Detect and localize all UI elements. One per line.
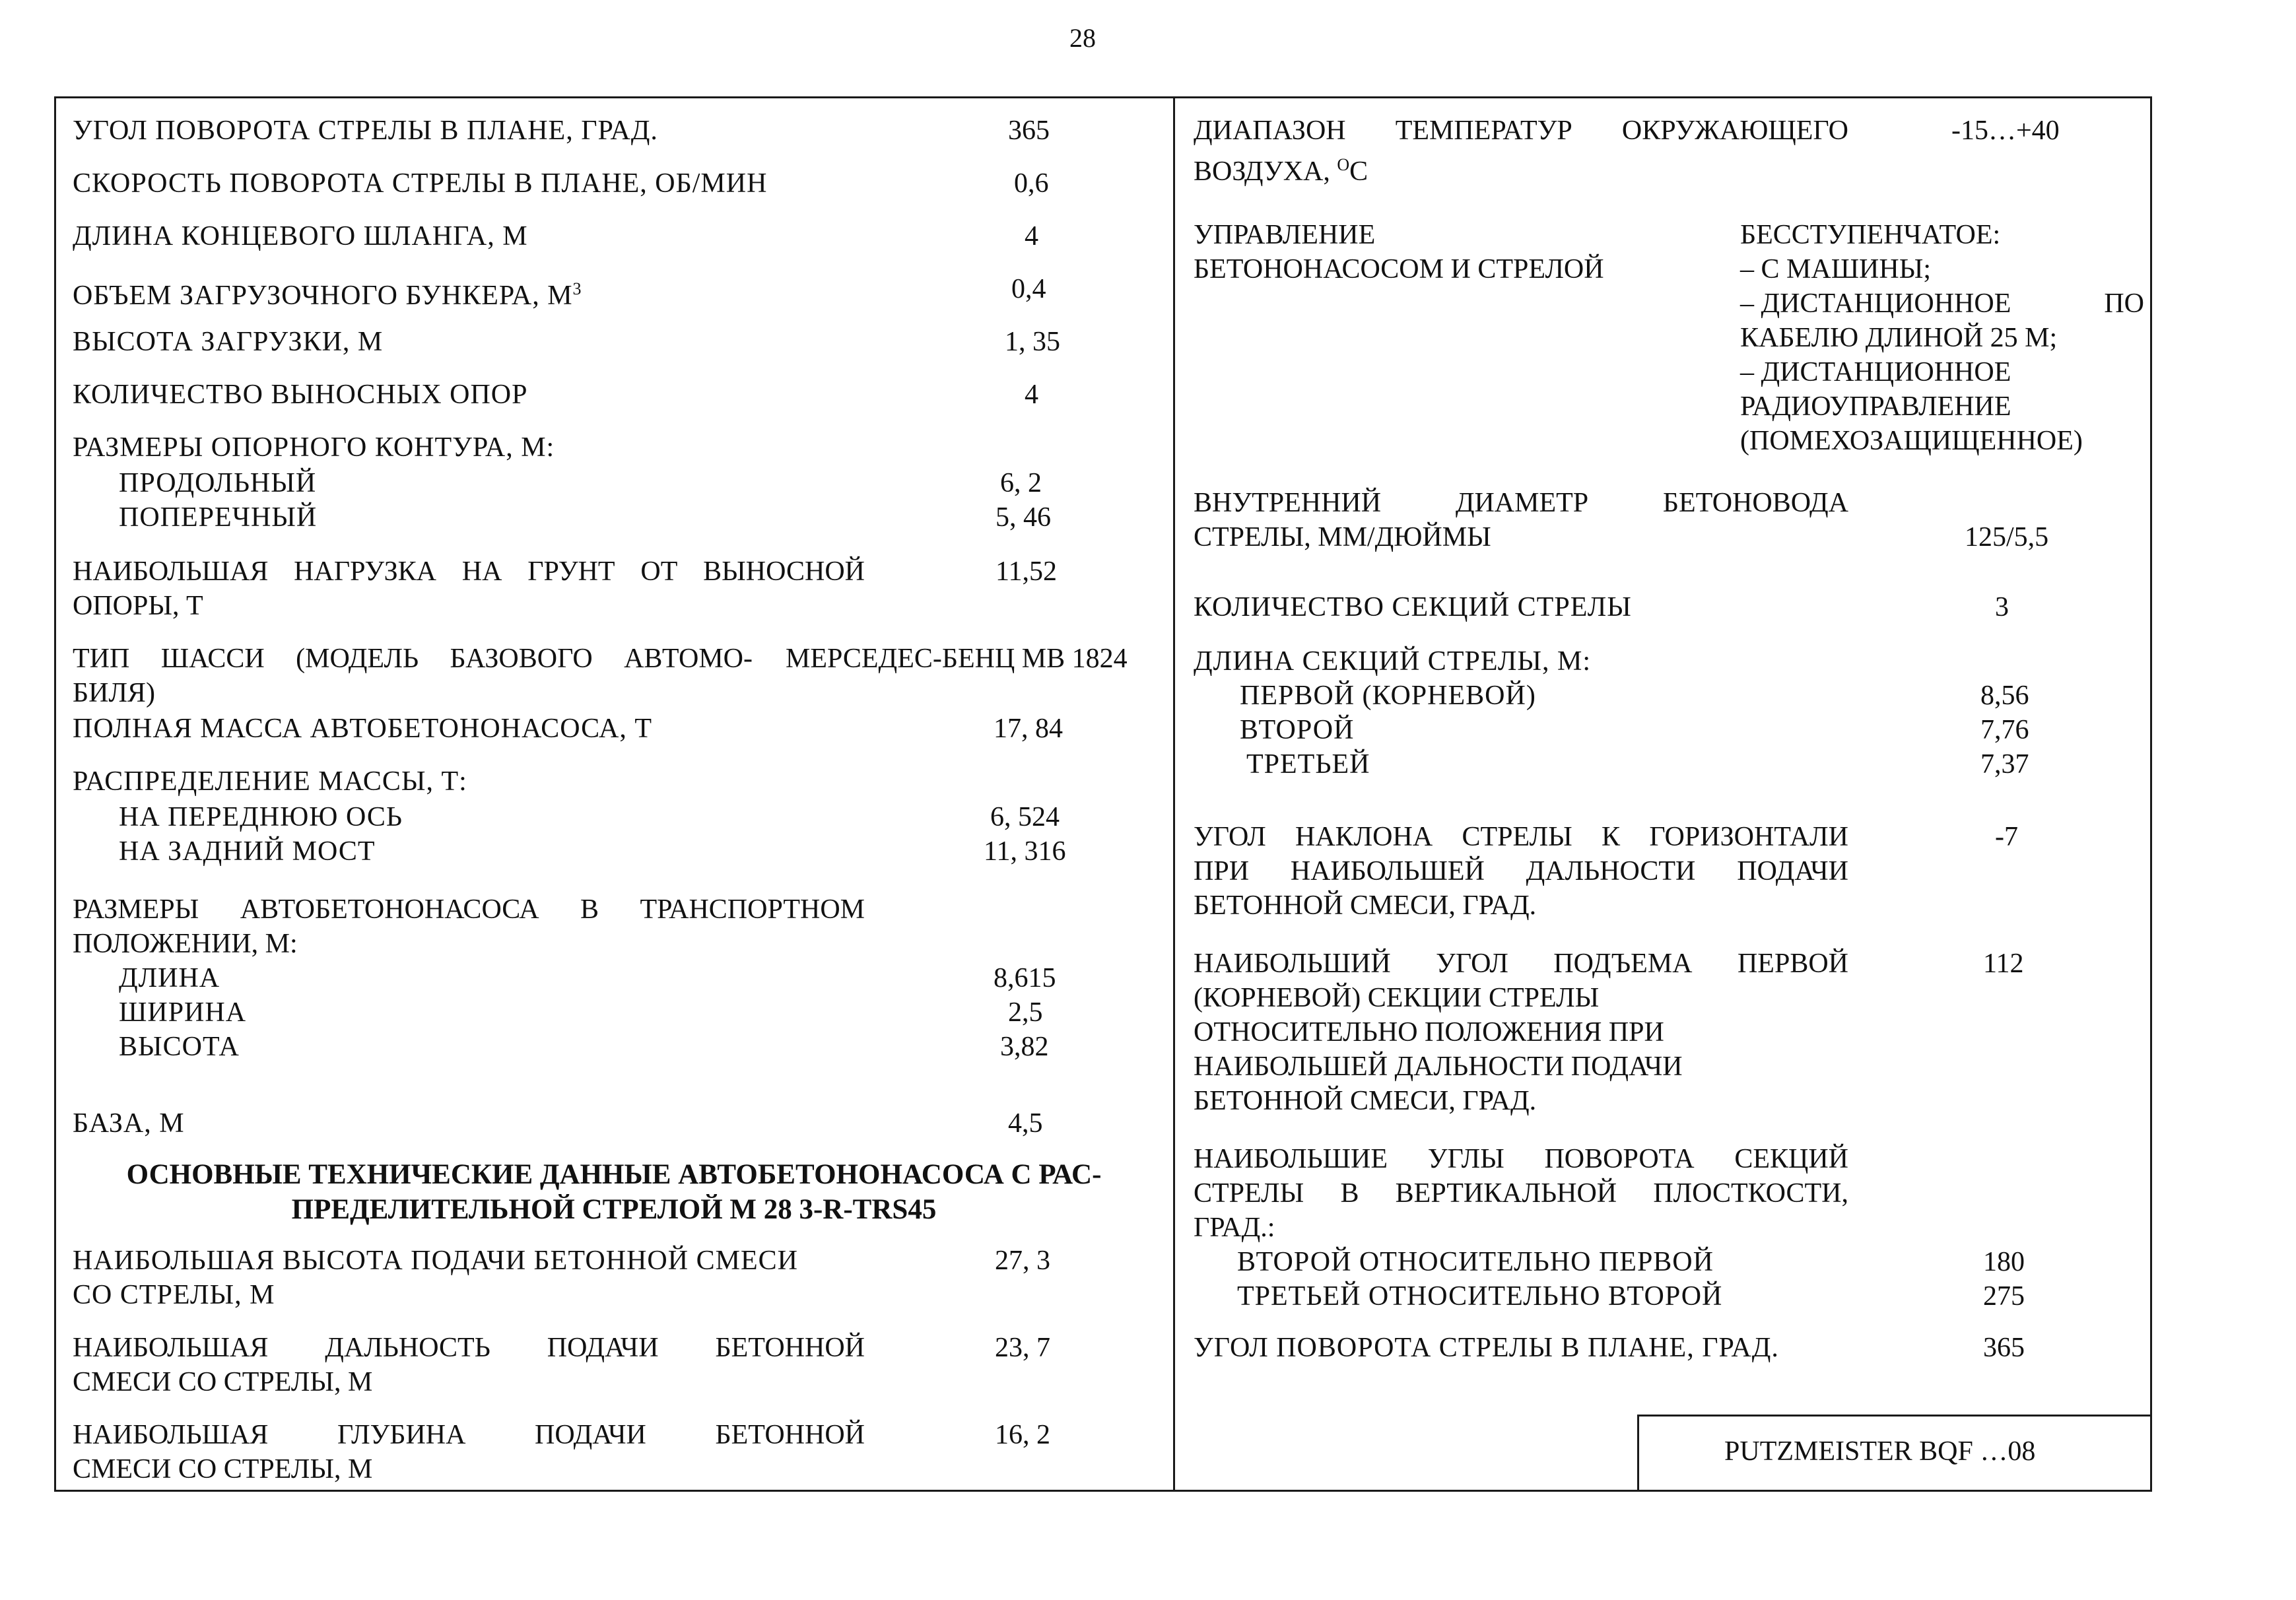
spec-label-line: ОТНОСИТЕЛЬНО ПОЛОЖЕНИЯ ПРИ: [1194, 1017, 1664, 1048]
spec-label-text: ОБЪЕМ ЗАГРУЗОЧНОГО БУНКЕРА, М: [73, 281, 573, 311]
spec-value-line: КАБЕЛЮ ДЛИНОЙ 25 М;: [1740, 323, 2058, 353]
spec-value: 112: [1983, 949, 2024, 979]
spec-value: 6, 2: [1000, 468, 1042, 498]
spec-label: [1194, 820, 1848, 923]
spec-label: РАЗМЕРЫ ОПОРНОГО КОНТУРА, М:: [73, 432, 555, 463]
spec-label: ПОЛНАЯ МАССА АВТОБЕТОНОНАСОСА, Т: [73, 714, 653, 744]
spec-label: УГОЛ ПОВОРОТА СТРЕЛЫ В ПЛАНЕ, ГРАД.: [73, 116, 658, 146]
spec-value: 5, 46: [996, 502, 1051, 533]
spec-value: 3: [1995, 592, 2009, 622]
spec-label-line: ДИАПАЗОН ТЕМПЕРАТУР ОКРУЖАЮЩЕГО: [1194, 116, 1848, 146]
spec-label-line: НАИБОЛЬШИЙ УГОЛ ПОДЪЕМА ПЕРВОЙ: [1194, 949, 1848, 979]
page-number: 28: [1069, 23, 1096, 53]
spec-value: 180: [1983, 1247, 2025, 1277]
spec-value: 8,615: [994, 963, 1056, 993]
spec-label-line: СТРЕЛЫ, ММ/ДЮЙМЫ: [1194, 522, 1491, 552]
spec-sublabel: ПЕРВОЙ (КОРНЕВОЙ): [1240, 681, 1536, 711]
spec-value: 8,56: [1980, 681, 2029, 711]
spec-label-line: ТИП ШАССИ (МОДЕЛЬ БАЗОВОГО АВТОМО-: [73, 644, 753, 674]
spec-value: 11,52: [996, 556, 1057, 587]
spec-value: 125/5,5: [1965, 522, 2049, 552]
spec-label: [1194, 114, 1848, 189]
spec-label: ДЛИНА СЕКЦИЙ СТРЕЛЫ, М:: [1194, 646, 1592, 677]
spec-label: КОЛИЧЕСТВО ВЫНОСНЫХ ОПОР: [73, 380, 528, 410]
spec-label: [73, 554, 865, 623]
spec-label-line: УГОЛ НАКЛОНА СТРЕЛЫ К ГОРИЗОНТАЛИ: [1194, 822, 1848, 852]
spec-sublabel: ТРЕТЬЕЙ ОТНОСИТЕЛЬНО ВТОРОЙ: [1237, 1281, 1723, 1312]
spec-label-line: НАИБОЛЬШАЯ НАГРУЗКА НА ГРУНТ ОТ ВЫНОСНОЙ: [73, 556, 865, 587]
spec-label-line: ВНУТРЕННИЙ ДИАМЕТР БЕТОНОВОДА: [1194, 488, 1848, 518]
spec-sublabel: НА ЗАДНИЙ МОСТ: [119, 836, 376, 867]
spec-value: 4: [1025, 221, 1038, 251]
spec-label-line: ПОЛОЖЕНИИ, М:: [73, 929, 298, 959]
spec-value: 3,82: [1000, 1032, 1049, 1062]
spec-label-line: БЕТОНОНАСОСОМ И СТРЕЛОЙ: [1194, 254, 1604, 284]
spec-label: [73, 892, 865, 961]
spec-sublabel: ПОПЕРЕЧНЫЙ: [119, 502, 318, 533]
spec-value-line: (ПОМЕХОЗАЩИЩЕННОЕ): [1740, 426, 2083, 456]
spec-label: БАЗА, М: [73, 1108, 185, 1139]
spec-label-line: СМЕСИ СО СТРЕЛЫ, М: [73, 1367, 373, 1397]
spec-value-text: ПО: [2104, 288, 2144, 319]
spec-label-line: УПРАВЛЕНИЕ: [1194, 220, 1376, 250]
spec-value: 16, 2: [995, 1420, 1050, 1450]
stamp-text: PUTZMEISTER BQF …08: [1724, 1436, 2036, 1467]
column-divider: [1173, 96, 1175, 1492]
spec-label-line: ПРИ НАИБОЛЬШЕЙ ДАЛЬНОСТИ ПОДАЧИ: [1194, 856, 1848, 886]
spec-label: СКОРОСТЬ ПОВОРОТА СТРЕЛЫ В ПЛАНЕ, ОБ/МИН: [73, 168, 768, 199]
spec-label: [1194, 1142, 1848, 1245]
spec-value: 1, 35: [1005, 327, 1060, 357]
spec-sublabel: ВТОРОЙ: [1240, 715, 1355, 745]
spec-label: [1194, 486, 1848, 554]
spec-value-line: БЕССТУПЕНЧАТОЕ:: [1740, 220, 2001, 250]
spec-value-block: [1740, 218, 2144, 458]
spec-label: [1194, 947, 1848, 1118]
spec-label-line: СТРЕЛЫ В ВЕРТИКАЛЬНОЙ ПЛОСТКОСТИ,: [1194, 1178, 1848, 1209]
spec-value: 17, 84: [994, 714, 1063, 744]
spec-sublabel: ПРОДОЛЬНЫЙ: [119, 468, 317, 498]
spec-value: 2,5: [1008, 997, 1043, 1028]
spec-label-line: НАИБОЛЬШАЯ ВЫСОТА ПОДАЧИ БЕТОННОЙ СМЕСИ: [73, 1246, 798, 1276]
spec-value: 275: [1983, 1281, 2025, 1312]
spec-label-line: НАИБОЛЬШИЕ УГЛЫ ПОВОРОТА СЕКЦИЙ: [1194, 1144, 1848, 1174]
spec-value: -15…+40: [1951, 116, 2060, 146]
spec-label-line: НАИБОЛЬШАЯ ДАЛЬНОСТЬ ПОДАЧИ БЕТОННОЙ: [73, 1333, 865, 1363]
spec-value: 6, 524: [990, 802, 1060, 832]
spec-value: 23, 7: [995, 1333, 1050, 1363]
spec-value: 365: [1983, 1333, 2025, 1363]
spec-sublabel: ВТОРОЙ ОТНОСИТЕЛЬНО ПЕРВОЙ: [1237, 1247, 1714, 1277]
spec-label: [73, 272, 582, 313]
spec-value-line: – ДИСТАНЦИОННОЕ: [1740, 357, 2011, 387]
spec-label-text: ВОЗДУХА,: [1194, 156, 1337, 187]
spec-label-line: НАИБОЛЬШАЯ ГЛУБИНА ПОДАЧИ БЕТОННОЙ: [73, 1420, 865, 1450]
spec-label-line: [1194, 148, 1848, 189]
spec-value-text: – ДИСТАНЦИОННОЕ: [1740, 288, 2011, 319]
spec-label: ДЛИНА КОНЦЕВОГО ШЛАНГА, М: [73, 221, 528, 251]
spec-value: 4: [1025, 380, 1038, 410]
spec-label: РАСПРЕДЕЛЕНИЕ МАССЫ, Т:: [73, 766, 467, 797]
spec-label: [73, 1331, 865, 1399]
spec-label: [73, 642, 753, 710]
spec-sublabel: ВЫСОТА: [119, 1032, 240, 1062]
spec-value-line: РАДИОУПРАВЛЕНИЕ: [1740, 391, 2011, 422]
spec-value: 0,6: [1014, 168, 1049, 199]
spec-value: 11, 316: [984, 836, 1066, 867]
spec-value: 365: [1008, 116, 1050, 146]
spec-value: 27, 3: [995, 1246, 1050, 1276]
section-heading: [73, 1157, 1155, 1227]
section-heading-line: ОСНОВНЫЕ ТЕХНИЧЕСКИЕ ДАННЫЕ АВТОБЕТОНОНАСОСА С РАС-: [126, 1159, 1102, 1190]
spec-value: 7,37: [1980, 749, 2029, 780]
spec-label-text: С: [1349, 156, 1368, 187]
spec-label-line: ОПОРЫ, Т: [73, 591, 203, 621]
spec-label-line: (КОРНЕВОЙ) СЕКЦИИ СТРЕЛЫ: [1194, 983, 1600, 1013]
spec-label-line: СО СТРЕЛЫ, М: [73, 1280, 275, 1310]
spec-sublabel: ДЛИНА: [119, 963, 220, 993]
superscript: 3: [572, 279, 582, 298]
spec-label-line: БЕТОННОЙ СМЕСИ, ГРАД.: [1194, 1086, 1537, 1116]
spec-sublabel: НА ПЕРЕДНЮЮ ОСЬ: [119, 802, 403, 832]
spec-value: 7,76: [1980, 715, 2029, 745]
spec-value: -7: [1995, 822, 2018, 852]
spec-label-line: ГРАД.:: [1194, 1213, 1275, 1243]
spec-value: 4,5: [1008, 1108, 1043, 1139]
section-heading-line: ПРЕДЕЛИТЕЛЬНОЙ СТРЕЛОЙ М 28 3-R-TRS45: [291, 1194, 937, 1225]
spec-value: МЕРСЕДЕС-БЕНЦ МВ 1824: [786, 644, 1128, 674]
spec-label-line: БИЛЯ): [73, 678, 155, 708]
spec-sublabel: ШИРИНА: [119, 997, 247, 1028]
spec-label-line: СМЕСИ СО СТРЕЛЫ, М: [73, 1454, 373, 1484]
spec-sublabel: ТРЕТЬЕЙ: [1246, 749, 1370, 780]
spec-value: 0,4: [1011, 274, 1046, 304]
spec-label: ВЫСОТА ЗАГРУЗКИ, М: [73, 327, 384, 357]
spec-label: КОЛИЧЕСТВО СЕКЦИЙ СТРЕЛЫ: [1194, 592, 1632, 622]
spec-value-line: [1740, 286, 2144, 321]
superscript: О: [1337, 155, 1350, 174]
spec-label: [1194, 218, 1656, 286]
spec-label: [73, 1418, 865, 1486]
spec-label: УГОЛ ПОВОРОТА СТРЕЛЫ В ПЛАНЕ, ГРАД.: [1194, 1333, 1779, 1363]
spec-label: [73, 1244, 865, 1312]
spec-label-line: НАИБОЛЬШЕЙ ДАЛЬНОСТИ ПОДАЧИ: [1194, 1051, 1683, 1082]
spec-label-line: БЕТОННОЙ СМЕСИ, ГРАД.: [1194, 890, 1537, 921]
spec-label-line: РАЗМЕРЫ АВТОБЕТОНОНАСОСА В ТРАНСПОРТНОМ: [73, 894, 865, 925]
spec-value-line: – С МАШИНЫ;: [1740, 254, 1932, 284]
